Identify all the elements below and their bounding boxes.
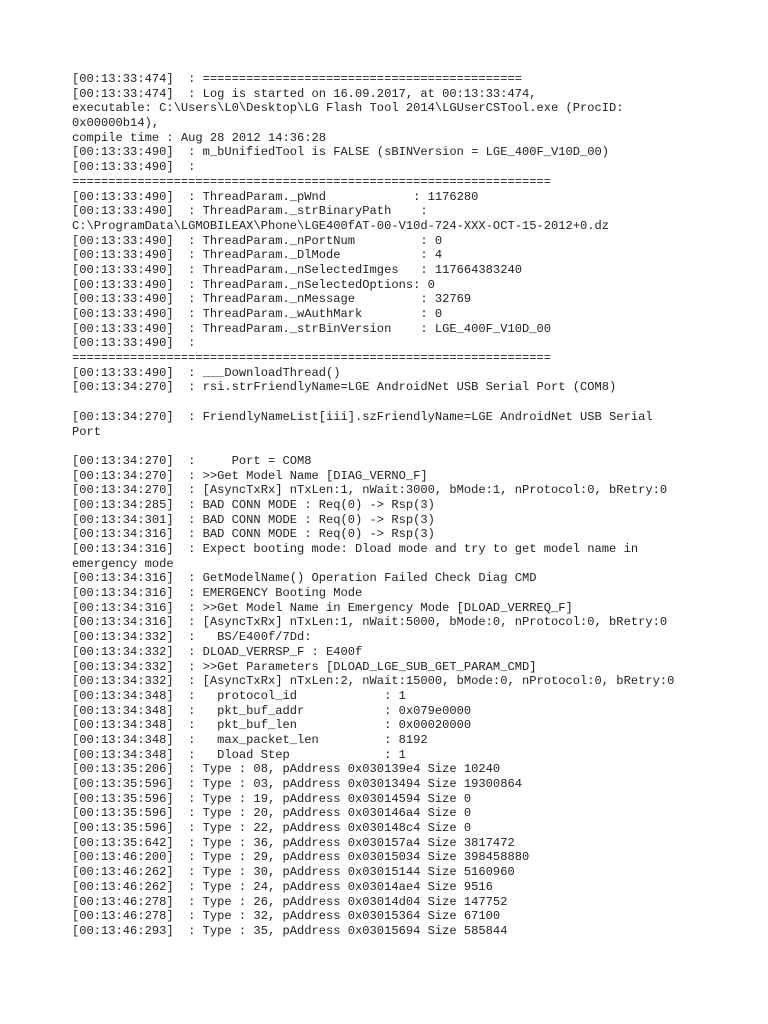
log-line: [00:13:34:332] : BS/E400f/7Dd: xyxy=(72,630,312,645)
log-line: [00:13:46:262] : Type : 24, pAddress 0x03014ae4 Size 9516 xyxy=(72,879,493,894)
log-line: [00:13:35:596] : Type : 03, pAddress 0x03013494 Size 19300864 xyxy=(72,777,522,791)
log-line: 0x00000b14), xyxy=(72,116,160,131)
log-line: [00:13:33:490] : m_bUnifiedTool is FALSE (sBINVersion = LGE_400F_V10D_00) xyxy=(72,145,610,160)
log-line: [00:13:34:348] : Dload Step : 1 xyxy=(72,747,406,762)
log-line: emergency mode xyxy=(72,556,174,571)
log-line: [00:13:34:270] : [AsyncTxRx] nTxLen:1, nWait:3000, bMode:1, nProtocol:0, bRetry:0 xyxy=(72,483,668,498)
log-line: [00:13:46:278] : Type : 26, pAddress 0x03014d04 Size 147752 xyxy=(72,894,508,909)
log-line: [00:13:34:270] : FriendlyNameList[iii].szFriendlyName=LGE AndroidNet USB Serial xyxy=(72,409,653,424)
log-line xyxy=(72,395,712,410)
log-line: [00:13:34:316] : BAD CONN MODE : Req(0) -> Rsp(3) xyxy=(72,527,435,542)
log-line: [00:13:33:490] : ThreadParam._DlMode : 4 xyxy=(72,248,443,263)
log-line: [00:13:34:316] : >>Get Model Name in Emergency Mode [DLOAD_VERREQ_F] xyxy=(72,600,573,615)
log-line: C:\ProgramData\LGMOBILEAX\Phone\LGE400fAT-00-V10d-724-XXX-OCT-15-2012+0.dz xyxy=(72,218,610,233)
log-line: [00:13:34:332] : DLOAD_VERRSP_F : E400f xyxy=(72,644,363,659)
log-line: [00:13:46:278] : Type : 32, pAddress 0x03015364 Size 67100 xyxy=(72,909,501,924)
log-line: [00:13:34:270] : >>Get Model Name [DIAG_VERNO_F] xyxy=(72,468,428,483)
log-line: [00:13:46:200] : Type : 29, pAddress 0x03015034 Size 398458880 xyxy=(72,850,530,865)
log-line: [00:13:33:490] : ThreadParam._nSelectedImges : 117664383240 xyxy=(72,262,522,277)
log-line: [00:13:35:206] : Type : 08, pAddress 0x030139e4 Size 10240 xyxy=(72,762,501,777)
log-line: [00:13:34:332] : >>Get Parameters [DLOAD_LGE_SUB_GET_PARAM_CMD] xyxy=(72,659,537,674)
log-line: [00:13:34:332] : [AsyncTxRx] nTxLen:2, nWait:15000, bMode:0, nProtocol:0, bRetry:0 xyxy=(72,674,675,689)
log-line: ================================================================== xyxy=(72,174,551,189)
log-line: [00:13:35:642] : Type : 36, pAddress 0x030157a4 Size 3817472 xyxy=(72,835,515,850)
log-line: [00:13:34:348] : protocol_id : 1 xyxy=(72,688,406,703)
log-line: [00:13:46:262] : Type : 30, pAddress 0x03015144 Size 5160960 xyxy=(72,865,515,880)
log-line xyxy=(72,439,712,454)
log-line: [00:13:35:596] : Type : 19, pAddress 0x03014594 Size 0 xyxy=(72,791,472,806)
log-line: [00:13:33:490] : ThreadParam._strBinaryPath : xyxy=(72,204,428,219)
log-line: [00:13:33:490] : ThreadParam._nMessage : 32769 xyxy=(72,292,472,307)
log-line: [00:13:35:596] : Type : 22, pAddress 0x030148c4 Size 0 xyxy=(72,821,472,836)
log-line: [00:13:35:596] : Type : 20, pAddress 0x030146a4 Size 0 xyxy=(72,806,472,821)
log-line: [00:13:34:285] : BAD CONN MODE : Req(0) -> Rsp(3) xyxy=(72,497,435,512)
log-line: [00:13:34:348] : pkt_buf_len : 0x00020000 xyxy=(72,718,472,733)
log-line: [00:13:33:490] : xyxy=(72,336,196,351)
log-line: [00:13:34:316] : EMERGENCY Booting Mode xyxy=(72,586,363,601)
log-line: executable: C:\Users\L0\Desktop\LG Flash Tool 2014\LGUserCSTool.exe (ProcID: xyxy=(72,101,624,116)
log-line: [00:13:33:490] : ThreadParam._nPortNum : 0 xyxy=(72,233,443,248)
log-line: [00:13:34:348] : pkt_buf_addr : 0x079e0000 xyxy=(72,703,472,718)
log-line: [00:13:34:316] : [AsyncTxRx] nTxLen:1, nWait:5000, bMode:0, nProtocol:0, bRetry:0 xyxy=(72,615,668,630)
log-line: Port xyxy=(72,424,102,439)
log-line: ================================================================== xyxy=(72,351,551,366)
log-line: [00:13:46:293] : Type : 35, pAddress 0x03015694 Size 585844 xyxy=(72,923,508,938)
log-line: [00:13:33:474] : ============================================ xyxy=(72,72,522,86)
log-line: [00:13:34:270] : rsi.strFriendlyName=LGE AndroidNet USB Serial Port (COM8) xyxy=(72,380,617,395)
log-line: [00:13:34:316] : Expect booting mode: Dload mode and try to get model name in xyxy=(72,542,639,556)
log-line: [00:13:33:474] : Log is started on 16.09.2017, at 00:13:33:474, xyxy=(72,86,537,101)
log-line: [00:13:34:316] : GetModelName() Operation Failed Check Diag CMD xyxy=(72,571,537,586)
log-line: [00:13:33:490] : ThreadParam._wAuthMark : 0 xyxy=(72,307,443,321)
log-line: [00:13:34:270] : Port = COM8 xyxy=(72,453,312,468)
log-line: [00:13:33:490] : ___DownloadThread() xyxy=(72,365,341,380)
log-line: [00:13:33:490] : ThreadParam._nSelectedOptions: 0 xyxy=(72,277,435,292)
log-line: compile time : Aug 28 2012 14:36:28 xyxy=(72,130,327,145)
log-line: [00:13:33:490] : xyxy=(72,160,196,175)
log-line: [00:13:33:490] : ThreadParam._pWnd : 1176280 xyxy=(72,189,479,204)
log-line: [00:13:33:490] : ThreadParam._strBinVersion : LGE_400F_V10D_00 xyxy=(72,321,551,336)
log-line: [00:13:34:348] : max_packet_len : 8192 xyxy=(72,732,428,747)
log-text xyxy=(72,72,712,939)
log-line: [00:13:34:301] : BAD CONN MODE : Req(0) -> Rsp(3) xyxy=(72,512,435,527)
